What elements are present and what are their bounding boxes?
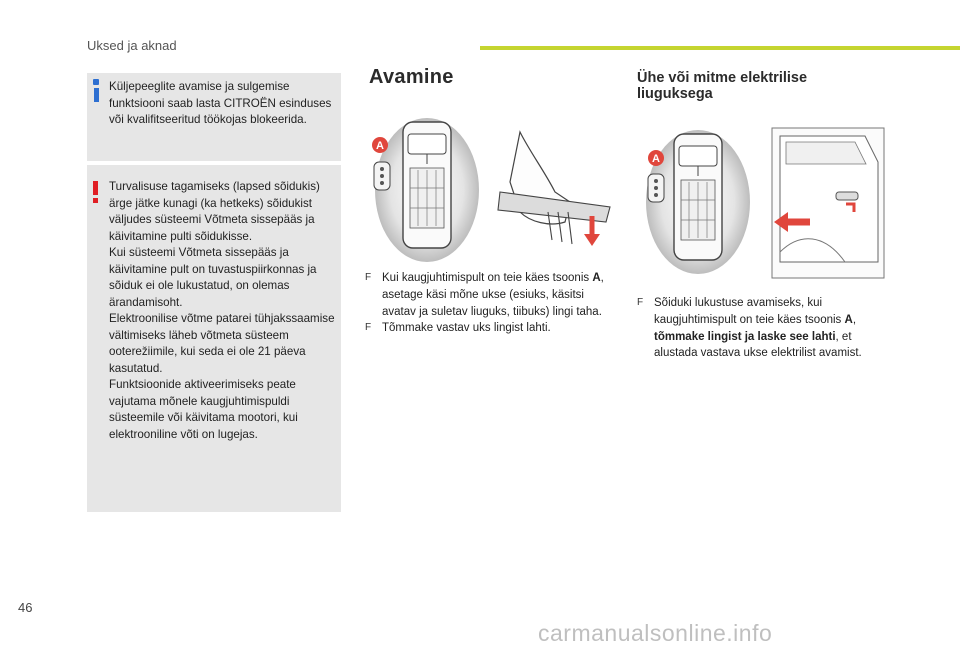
info-note [87, 73, 341, 161]
van-top-view [403, 122, 451, 248]
zone-a-label: A [652, 153, 660, 165]
warning-note [87, 165, 341, 512]
avamine-step-2: F Tõmmake vastav uks lingist lahti. [365, 320, 613, 337]
zone-a-label: A [376, 140, 384, 152]
sliding-door-illustration [640, 122, 890, 282]
section-accent-bar [480, 46, 960, 50]
warning-icon [92, 181, 100, 203]
sliding-door-svg [640, 122, 890, 282]
pull-arrow-head [584, 234, 600, 246]
sliding-door-instructions [637, 295, 882, 362]
sliding-door-side-view [772, 128, 884, 278]
bullet-icon: F [365, 272, 372, 283]
bullet-icon: F [637, 297, 644, 308]
bullet-icon: F [365, 322, 372, 334]
info-note-text: Küljepeeglite avamise ja sulgemise funktsiooni saab lasta CITROËN esinduses või kvalifitseeritud töökojas blokeerida. [109, 80, 332, 126]
van-top-view [674, 134, 722, 260]
page-number: 46 [18, 600, 33, 615]
sliding-door-heading: Ühe või mitme elektrilise liuguksega [637, 70, 808, 102]
section-title: Uksed ja aknad [87, 38, 177, 53]
avamine-heading: Avamine [369, 66, 454, 88]
sliding-step-1: F Sõiduki lukustuse avamiseks, kui kaugjuhtimispult on teie käes tsoonis A, tõmmake lingist ja laske see lahti, et alustada vastava ukse elektrilist avamist. [637, 297, 862, 360]
info-icon [93, 79, 99, 102]
watermark: carmanualsonline.info [538, 620, 773, 646]
remote-key-icon [648, 174, 664, 202]
avamine-instructions [365, 270, 613, 337]
warning-paragraph: Funktsioonide aktiveerimiseks peate vajutama mõnele kaugjuhtimispuldi süsteemile või käivitama mootori, kui elektrooniline võti on lugejas. [109, 378, 298, 441]
avamine-step-1: F Kui kaugjuhtimispult on teie käes tsoonis A, asetage käsi mõne ukse (esiuks, käsitsi avatav ja suletav liuguks, tiibuks) lingi taha. [365, 272, 604, 318]
keyless-opening-svg [370, 112, 615, 262]
warning-paragraph: Elektroonilise võtme patarei tühjakssaamise vältimiseks läheb võtmeta süsteem ooterežiimile, kui seda ei ole 21 päeva kasutatud. [109, 312, 335, 375]
warning-paragraph: Kui süsteemi Võtmeta sissepääs ja käivitamine pult on tuvastuspiirkonnas ja sõiduk ei ole lukustatud, on olemas ärandamisoht. [109, 246, 317, 309]
warning-note-text [109, 179, 339, 443]
remote-key-icon [374, 162, 390, 190]
warning-paragraph: Turvalisuse tagamiseks (lapsed sõidukis) ärge jätke kunagi (ka hetkeks) sõidukist väljudes süsteemi Võtmeta sissepääs ja käivitamine pulti sõidukisse. [109, 180, 320, 243]
keyless-opening-illustration [370, 112, 615, 262]
